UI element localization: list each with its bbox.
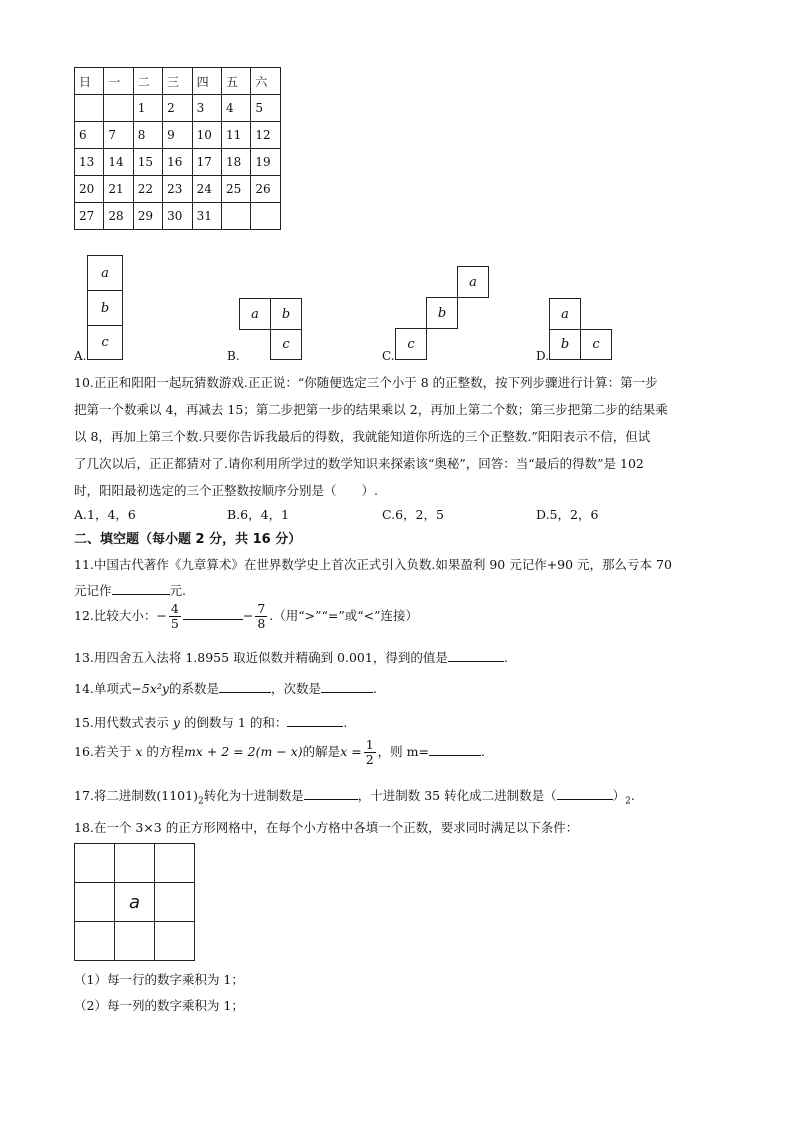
calendar-header-cell: 一 [104,68,133,95]
calendar-cell [75,95,104,122]
q17-subscript-2: 2 [625,796,631,807]
calendar-table [74,67,281,230]
calendar-cell: 24 [192,176,221,203]
calendar-cell: 17 [192,149,221,176]
q12-line [74,602,418,631]
calendar-cell: 2 [163,95,192,122]
shape-c-cell-c: c [395,328,427,360]
shape-option-b-label: B. [227,349,240,363]
q10-line-1: 10.正正和阳阳一起玩猜数游戏.正正说：“你随便选定三个小于 8 的正整数，按下列步骤进行计算：第一步 [74,375,658,390]
q18-grid-cell[interactable] [155,922,195,961]
shape-option-d-label: D. [536,349,550,363]
q10-line-3: 以 8，再加上第三个数.只要你告诉我最后的得数，我就能知道你所选的三个正整数.”阳阳表示不信，但试 [74,429,651,444]
calendar-cell: 5 [251,95,280,122]
calendar-cell: 14 [104,149,133,176]
q16-variable-x: x [135,744,143,759]
q14-degree-blank[interactable] [321,680,373,693]
shape-c-cell-a: a [457,266,489,298]
shape-d-cell-b: b [549,329,581,360]
shape-d-cell-c: c [580,329,612,360]
calendar-cell: 25 [221,176,250,203]
q16-end: . [480,744,485,759]
calendar-header-cell: 六 [251,68,280,95]
q11-prefix: 元记作 [74,583,112,598]
calendar-row [75,176,281,203]
calendar-cell [104,95,133,122]
q10-line-4: 了几次以后，正正都猜对了.请你利用所学过的数学知识来探索该“奥秘”，回答：当“最后的得数”是 102 [74,456,644,471]
calendar-cell: 8 [133,122,162,149]
calendar-cell: 19 [251,149,280,176]
calendar-cell: 26 [251,176,280,203]
calendar-header-row [75,68,281,95]
q17-close: ） [612,788,626,803]
shape-b-cell-c: c [270,329,302,360]
calendar-cell: 15 [133,149,162,176]
q16-fraction [364,738,376,767]
q16-m-label: m= [406,744,429,759]
q18-grid-cell[interactable] [75,922,115,961]
q15-answer-blank[interactable] [287,714,343,727]
q12-minus-2: − [242,608,254,623]
shape-b-cell-b: b [270,298,302,330]
calendar-cell: 10 [192,122,221,149]
calendar-cell: 6 [75,122,104,149]
q17-decimal-blank[interactable] [304,787,358,800]
calendar-row [75,149,281,176]
q18-grid-cell[interactable] [115,844,155,883]
calendar-cell: 7 [104,122,133,149]
calendar-header-cell: 四 [192,68,221,95]
calendar-header-cell: 日 [75,68,104,95]
q15-variable: y [172,715,180,730]
calendar-header-cell: 三 [163,68,192,95]
calendar-cell: 27 [75,203,104,230]
q18-grid-cell[interactable] [75,883,115,922]
q17-mid2: ，十进制数 35 转化成二进制数是（ [357,788,557,803]
calendar-cell: 21 [104,176,133,203]
q11-line-1: 11.中国古代著作《九章算术》在世界数学史上首次正式引入负数.如果盈利 90 元记作+90 元，那么亏本 70 [74,557,672,572]
q16-answer-blank[interactable] [429,743,481,756]
q16-x-equals: x = [340,744,362,759]
calendar-cell: 22 [133,176,162,203]
shape-d-cell-a: a [549,298,581,330]
q13-text: 13.用四舍五入法将 1.8955 取近似数并精确到 0.001，得到的值是 [74,650,448,665]
q18-grid-row [75,844,195,883]
q17-subscript: 2 [197,796,204,807]
calendar-cell: 30 [163,203,192,230]
shape-b-cell-a: a [239,298,271,330]
shape-option-c-label: C. [382,349,395,363]
q17-binary-number: (1101) [156,788,198,803]
q17-line [74,786,635,807]
shape-a-cell-a: a [87,255,123,291]
q18-condition-1: （1）每一行的数字乘积为 1； [74,972,244,987]
q12-fraction-1 [169,602,181,631]
q11-suffix: 元. [169,583,186,598]
q12-f2-denominator: 8 [257,616,266,631]
q16-mid3: ，则 [377,744,403,759]
q15-prefix: 15.用代数式表示 [74,715,169,730]
q17-binary-blank[interactable] [557,787,613,800]
q18-grid-cell[interactable] [155,883,195,922]
q13-answer-blank[interactable] [448,649,504,662]
q12-suffix: .（用“>”“=”或“<”连接） [269,608,419,623]
q18-grid-center-cell: a [115,883,155,922]
calendar-header-cell: 二 [133,68,162,95]
shape-a-cell-b: b [87,290,123,326]
calendar-header-cell: 五 [221,68,250,95]
q12-minus-1: − [156,608,167,623]
q15-line [74,713,347,731]
q14-line [74,679,377,697]
q15-end: . [343,715,348,730]
q12-f1-numerator: 4 [170,601,179,616]
shape-option-a-label: A. [74,349,87,363]
calendar-row [75,203,281,230]
q16-numerator: 1 [365,737,374,752]
q10-line-5: 时，阳阳最初选定的三个正整数按顺序分别是（ ）. [74,483,378,498]
q16-prefix: 16.若关于 [74,744,132,759]
calendar-cell: 1 [133,95,162,122]
q17-prefix: 17.将二进制数 [74,788,157,803]
q18-grid-cell[interactable] [115,922,155,961]
calendar-cell: 18 [221,149,250,176]
calendar-cell: 12 [251,122,280,149]
q18-grid-cell[interactable] [155,844,195,883]
q16-line [74,738,485,767]
shape-c-cell-b: b [426,297,458,329]
calendar-cell: 4 [221,95,250,122]
q10-option-c: C.6，2，5 [382,507,444,522]
q18-line: 18.在一个 3×3 的正方形网格中，在每个小方格中各填一个正数，要求同时满足以下条件： [74,820,579,835]
q15-mid: 的倒数与 1 的和： [183,715,288,730]
calendar-cell: 31 [192,203,221,230]
q18-grid-cell[interactable] [75,844,115,883]
calendar-cell: 28 [104,203,133,230]
q16-mid2: 的解是 [302,744,341,759]
q12-answer-blank[interactable] [183,607,243,620]
section-2-title: 二、填空题（每小题 2 分，共 16 分） [74,532,302,547]
calendar-cell [251,203,280,230]
calendar-cell [221,203,250,230]
q14-prefix: 14.单项式 [74,681,132,696]
calendar-cell: 20 [75,176,104,203]
q10-option-d: D.5，2，6 [536,507,599,522]
q16-denominator: 2 [365,752,374,767]
q18-grid [74,843,195,961]
calendar-cell: 23 [163,176,192,203]
shape-a-cell-c: c [87,325,123,360]
q14-mid: 的系数是 [168,681,219,696]
q16-equation: mx + 2 = 2(m − x) [183,744,303,759]
calendar-cell: 11 [221,122,250,149]
q16-mid: 的方程 [146,744,184,759]
q18-condition-2: （2）每一列的数字乘积为 1； [74,998,244,1013]
calendar-cell: 3 [192,95,221,122]
q18-grid-row [75,883,195,922]
q14-coefficient-blank[interactable] [219,680,271,693]
q12-prefix: 12.比较大小： [74,608,157,623]
q17-end: . [630,788,635,803]
q13-line [74,648,508,666]
calendar-cell: 9 [163,122,192,149]
q14-expression: −5x²y [131,681,169,696]
q17-mid: 转化为十进制数是 [203,788,304,803]
q12-f2-numerator: 7 [257,601,266,616]
q12-f1-denominator: 5 [170,616,179,631]
q10-option-a: A.1，4，6 [74,507,136,522]
calendar-cell: 16 [163,149,192,176]
q13-end: . [503,650,508,665]
calendar-row [75,95,281,122]
q12-fraction-2 [255,602,267,631]
calendar-cell: 29 [133,203,162,230]
calendar-row [75,122,281,149]
q11-answer-blank[interactable] [112,582,170,595]
q10-line-2: 把第一个数乘以 4，再减去 15；第二步把第一步的结果乘以 2，再加上第二个数；第三步把第二步的结果乘 [74,402,668,417]
q14-mid2: ，次数是 [270,681,321,696]
q18-grid-row [75,922,195,961]
q10-option-b: B.6，4，1 [227,507,290,522]
q11-line-2 [74,581,186,599]
calendar-cell: 13 [75,149,104,176]
q14-end: . [372,681,377,696]
